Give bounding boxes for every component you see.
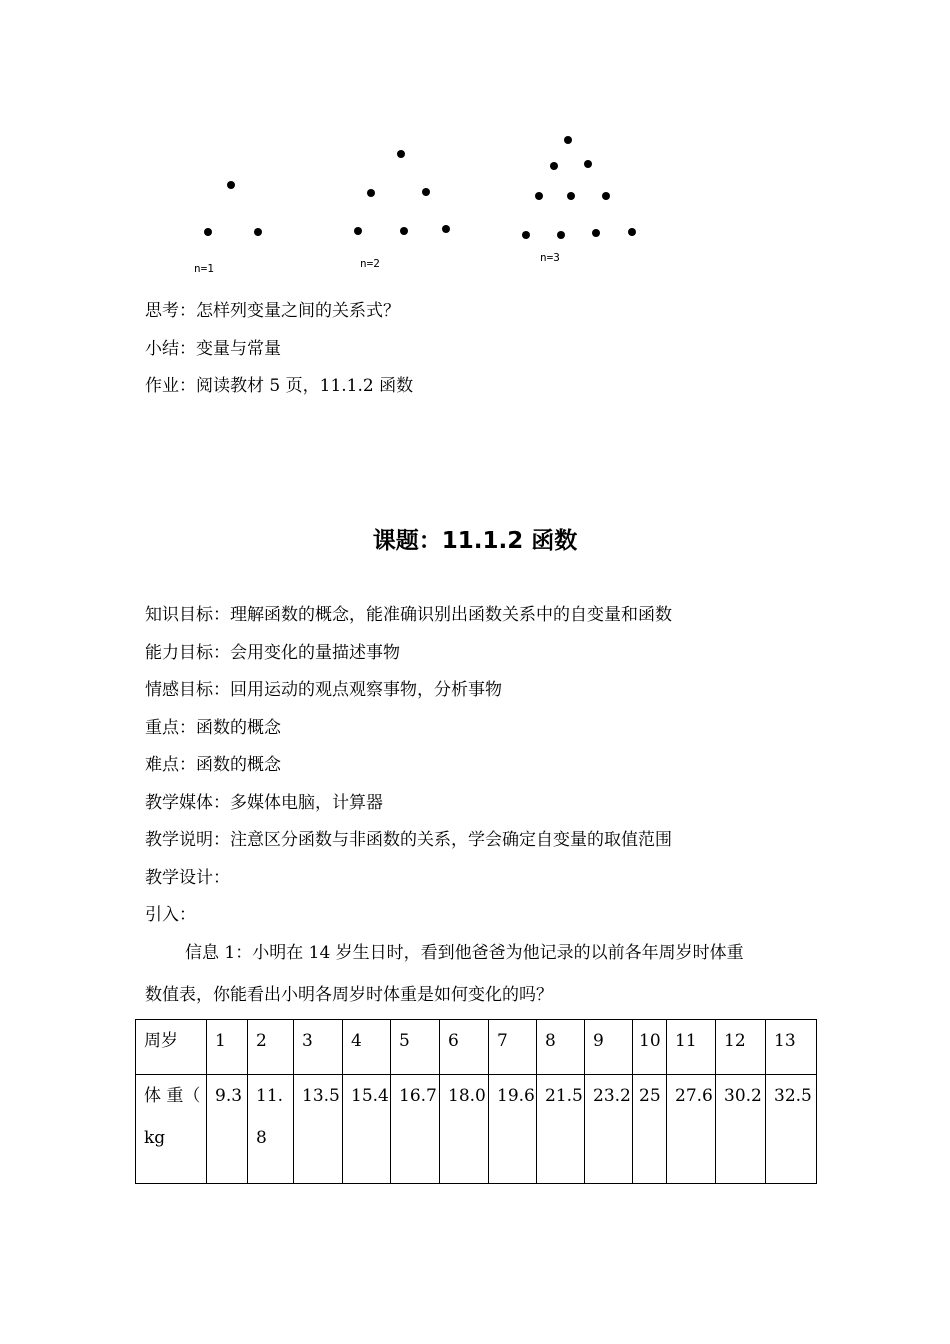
weight-cell: 32.5	[766, 1075, 817, 1184]
lesson-title: 课题：11.1.2 函数	[372, 528, 578, 554]
dot	[400, 227, 408, 235]
age-cell: 6	[440, 1020, 489, 1075]
intro-line: 引入：	[145, 905, 196, 925]
age-cell: 8	[537, 1020, 585, 1075]
age-cell: 1	[207, 1020, 248, 1075]
triangle-n3	[522, 136, 636, 239]
weight-cell: 21.5	[537, 1075, 585, 1184]
info-line-1: 信息 1：小明在 14 岁生日时，看到他爸爸为他记录的以前各年周岁时体重	[185, 943, 744, 963]
weight-cell: 15.4	[343, 1075, 391, 1184]
dot	[550, 162, 558, 170]
age-cell: 4	[343, 1020, 391, 1075]
dot	[522, 231, 530, 239]
homework-line: 作业：阅读教材 5 页，11.1.2 函数	[145, 376, 414, 396]
dot	[204, 228, 212, 236]
dot	[422, 188, 430, 196]
design-line: 教学设计：	[145, 868, 230, 888]
dot	[628, 228, 636, 236]
weight-cell: 19.6	[489, 1075, 537, 1184]
dot	[535, 192, 543, 200]
dot	[254, 228, 262, 236]
age-cell: 10	[633, 1020, 667, 1075]
dot	[557, 231, 565, 239]
age-cell: 13	[766, 1020, 817, 1075]
age-cell: 11	[667, 1020, 716, 1075]
age-cell: 7	[489, 1020, 537, 1075]
dot	[397, 150, 405, 158]
dot	[442, 225, 450, 233]
info-line-2: 数值表，你能看出小明各周岁时体重是如何变化的吗？	[145, 985, 553, 1005]
weight-cell: 18.0	[440, 1075, 489, 1184]
weight-cell: 27.6	[667, 1075, 716, 1184]
dot	[227, 181, 235, 189]
weight-table	[135, 1019, 817, 1184]
label-n3: n=3	[540, 251, 560, 264]
knowledge-goal-line: 知识目标：理解函数的概念，能准确识别出函数关系中的自变量和函数	[145, 605, 672, 625]
weight-cell: 23.2	[585, 1075, 633, 1184]
dot-pattern-figure	[0, 0, 950, 290]
age-cell: 2	[248, 1020, 294, 1075]
dot	[567, 192, 575, 200]
table-row	[136, 1075, 817, 1184]
triangle-n1	[204, 181, 262, 236]
key-point-line: 重点：函数的概念	[145, 718, 281, 738]
weight-cell: 9.3	[207, 1075, 248, 1184]
triangle-n2	[354, 150, 450, 235]
age-header-cell: 周岁	[136, 1020, 207, 1075]
weight-header-cell: 体 重（ kg	[136, 1075, 207, 1184]
age-cell: 5	[391, 1020, 440, 1075]
dot	[602, 192, 610, 200]
emotion-goal-line: 情感目标：回用运动的观点观察事物，分析事物	[145, 680, 502, 700]
label-n1: n=1	[194, 262, 214, 275]
notes-line: 教学说明：注意区分函数与非函数的关系，学会确定自变量的取值范围	[145, 830, 672, 850]
age-cell: 12	[716, 1020, 766, 1075]
weight-cell: 30.2	[716, 1075, 766, 1184]
weight-cell: 11.8	[248, 1075, 294, 1184]
dot	[592, 229, 600, 237]
dot	[354, 227, 362, 235]
weight-cell: 13.5	[294, 1075, 343, 1184]
age-cell: 9	[585, 1020, 633, 1075]
media-line: 教学媒体：多媒体电脑，计算器	[145, 793, 383, 813]
dot	[564, 136, 572, 144]
weight-cell: 25	[633, 1075, 667, 1184]
ability-goal-line: 能力目标：会用变化的量描述事物	[145, 643, 400, 663]
think-line: 思考：怎样列变量之间的关系式？	[145, 301, 400, 321]
dot	[367, 189, 375, 197]
difficulty-line: 难点：函数的概念	[145, 755, 281, 775]
summary-line: 小结：变量与常量	[145, 339, 281, 359]
dot	[584, 160, 592, 168]
age-cell: 3	[294, 1020, 343, 1075]
weight-cell: 16.7	[391, 1075, 440, 1184]
table-row	[136, 1020, 817, 1075]
label-n2: n=2	[360, 257, 380, 270]
